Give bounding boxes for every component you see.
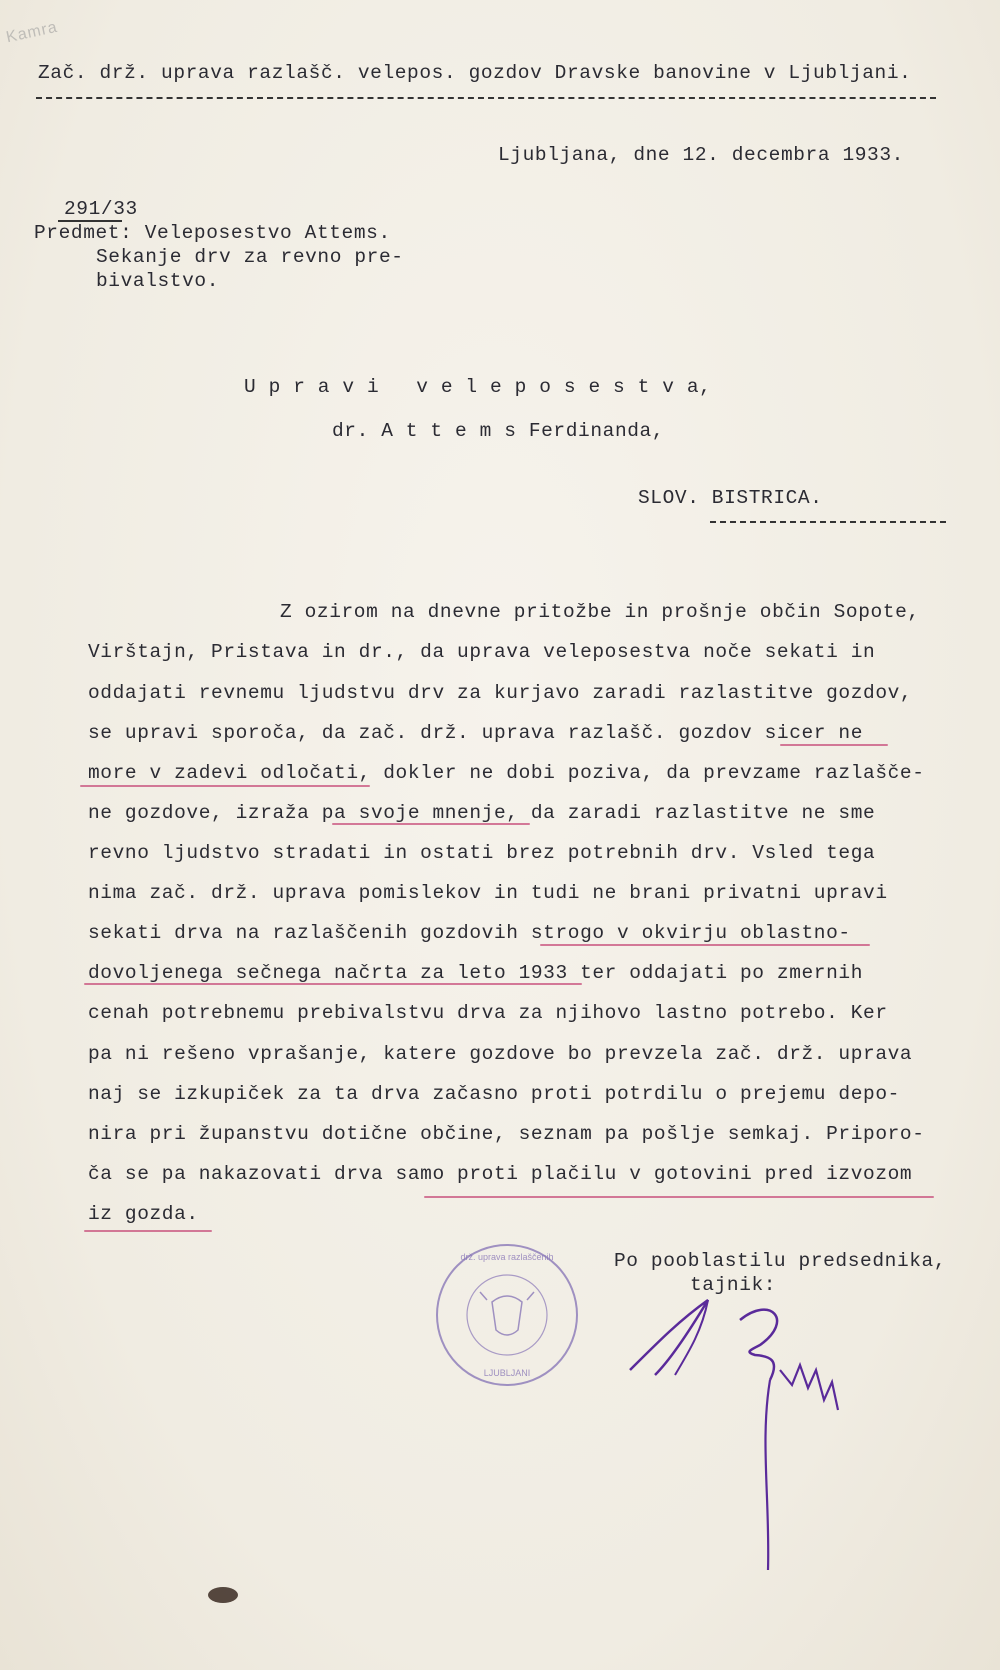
subject-line-3: bivalstvo. bbox=[96, 270, 220, 292]
body-line: oddajati revnemu ljudstvu drv za kurjavo zaradi razlastitve gozdov, bbox=[88, 682, 913, 704]
office-seal-stamp bbox=[432, 1240, 582, 1390]
pencil-underline bbox=[780, 744, 888, 746]
body-line: naj se izkupiček za ta drva začasno proti potrdilu o prejemu depo- bbox=[88, 1083, 900, 1105]
body-line: Virštajn, Pristava in dr., da uprava veleposestva noče sekati in bbox=[88, 641, 876, 663]
subject-line-2: Sekanje drv za revno pre- bbox=[96, 246, 404, 268]
handwritten-signature bbox=[620, 1290, 880, 1580]
watermark-logo: Kamra bbox=[4, 18, 60, 47]
reference-number: 291/33 bbox=[64, 198, 138, 220]
body-line: Z ozirom na dnevne pritožbe in prošnje občin Sopote, bbox=[280, 601, 920, 623]
closing-line-1: Po pooblastilu predsednika, bbox=[614, 1250, 947, 1272]
institution-header: Zač. drž. uprava razlašč. velepos. gozdov Dravske banovine v Ljubljani. bbox=[38, 62, 912, 84]
body-line: nima zač. drž. uprava pomislekov in tudi ne brani privatni upravi bbox=[88, 882, 888, 904]
header-divider bbox=[36, 97, 936, 99]
body-line: revno ljudstvo stradati in ostati brez potrebnih drv. Vsled tega bbox=[88, 842, 876, 864]
body-line: se upravi sporoča, da zač. drž. uprava razlašč. gozdov sicer ne bbox=[88, 722, 864, 744]
place-date: Ljubljana, dne 12. decembra 1933. bbox=[498, 144, 904, 166]
recipient-divider bbox=[710, 521, 946, 523]
body-line: iz gozda. bbox=[88, 1203, 199, 1225]
body-line: nira pri županstvu dotične občine, seznam pa pošlje semkaj. Priporo- bbox=[88, 1123, 925, 1145]
recipient-line-3: SLOV. BISTRICA. bbox=[638, 487, 823, 509]
svg-text:drž. uprava razlaščenih: drž. uprava razlaščenih bbox=[460, 1252, 554, 1262]
svg-text:LJUBLJANI: LJUBLJANI bbox=[483, 1368, 531, 1378]
pencil-underline bbox=[540, 944, 870, 946]
subject-line-1: Predmet: Veleposestvo Attems. bbox=[34, 222, 391, 244]
pencil-underline bbox=[84, 983, 582, 985]
body-line: sekati drva na razlaščenih gozdovih strogo v okvirju oblastno- bbox=[88, 922, 851, 944]
pencil-underline bbox=[84, 1230, 212, 1232]
recipient-line-1: U p r a v i v e l e p o s e s t v a, bbox=[244, 376, 712, 398]
body-line: cenah potrebnemu prebivalstvu drva za njihovo lastno potrebo. Ker bbox=[88, 1002, 888, 1024]
pencil-underline bbox=[332, 823, 530, 825]
body-line: dovoljenega sečnega načrta za leto 1933 ter oddajati po zmernih bbox=[88, 962, 864, 984]
body-line: ne gozdove, izraža pa svoje mnenje, da zaradi razlastitve ne sme bbox=[88, 802, 876, 824]
body-line: pa ni rešeno vprašanje, katere gozdove bo prevzela zač. drž. uprava bbox=[88, 1043, 913, 1065]
pencil-underline bbox=[424, 1196, 934, 1198]
body-line: ča se pa nakazovati drva samo proti plačilu v gotovini pred izvozom bbox=[88, 1163, 913, 1185]
closing-line-2: tajnik: bbox=[690, 1274, 777, 1296]
recipient-line-2: dr. A t t e m s Ferdinanda, bbox=[332, 420, 665, 442]
body-line: more v zadevi odločati, dokler ne dobi poziva, da prevzame razlašče- bbox=[88, 762, 925, 784]
ink-stain bbox=[208, 1587, 238, 1603]
pencil-underline bbox=[80, 785, 370, 787]
